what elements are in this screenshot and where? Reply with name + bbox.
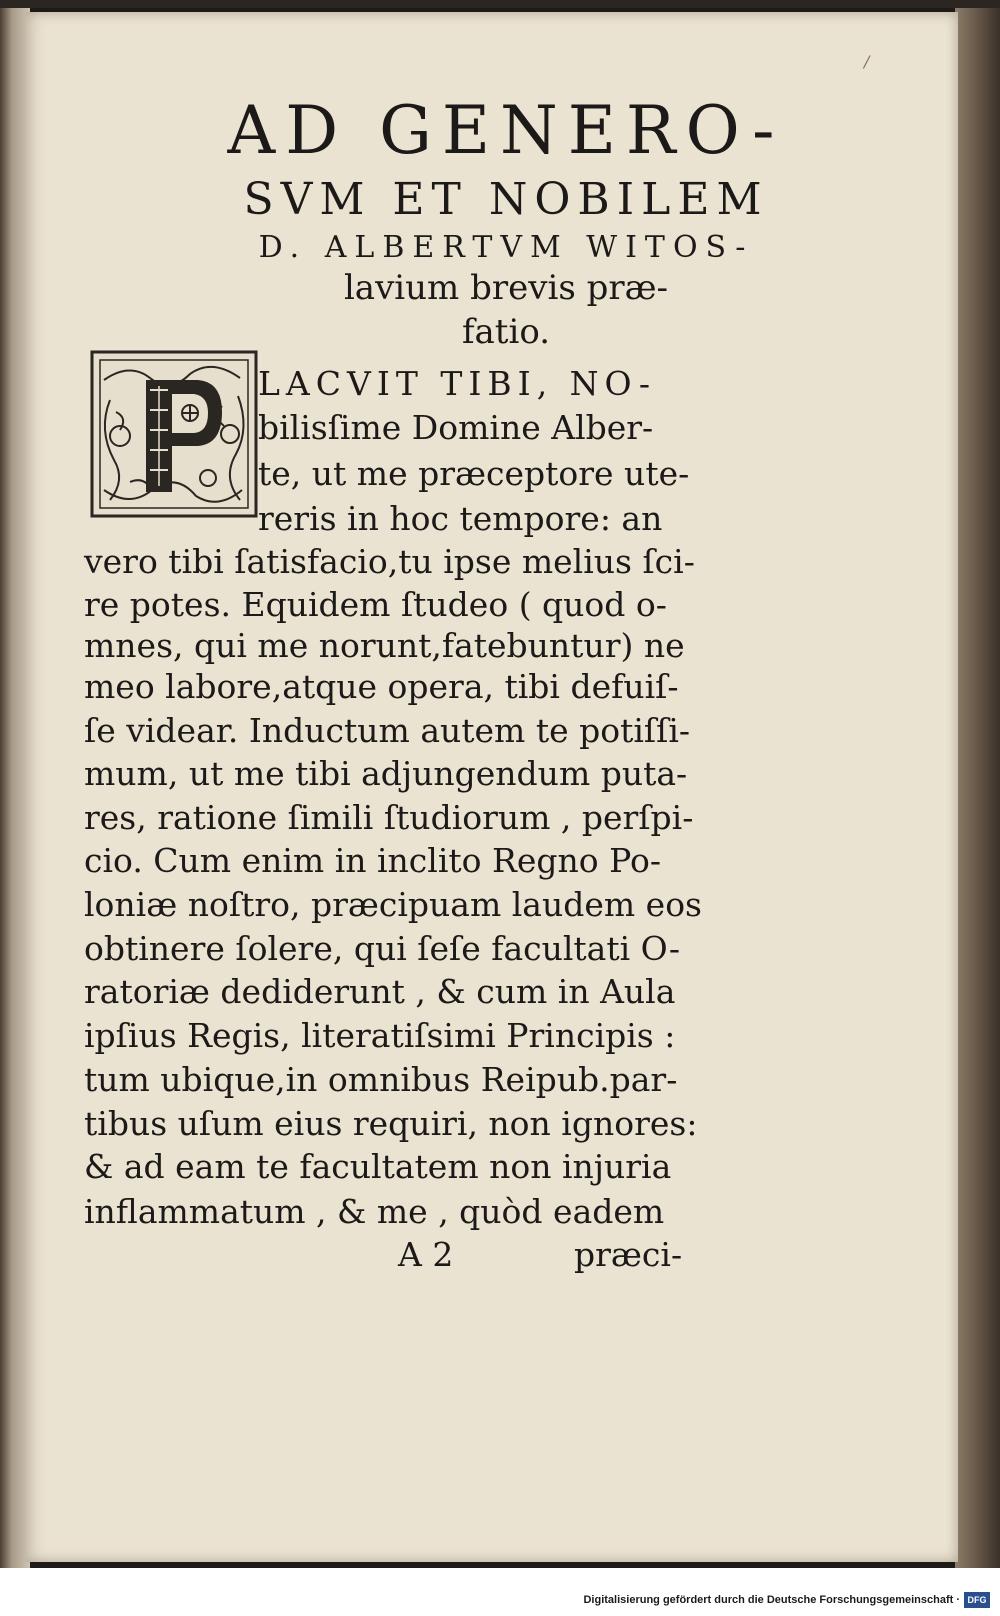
text-line: tum ubique,in omnibus Reipub.par- <box>84 1060 678 1099</box>
book-fore-edge <box>955 8 1000 1568</box>
scan-top-edge <box>0 0 1000 8</box>
text-line: loniæ noſtro, præcipuam laudem eos <box>84 885 702 924</box>
text-line: ratoriæ dediderunt , & cum in Aula <box>84 972 676 1011</box>
text-line: te, ut me præceptore ute- <box>258 454 690 493</box>
text-line: inflammatum , & me , quòd eadem <box>84 1192 665 1231</box>
catchword: præci- <box>574 1235 683 1274</box>
text-line: meo labore,atque opera, tibi defuiſ- <box>84 667 679 706</box>
title-line-5: fatio. <box>461 312 551 352</box>
text-line: obtinere ſolere, qui ſeſe facultati O- <box>84 929 681 968</box>
text-line: bilisſime Domine Alber- <box>258 408 654 447</box>
signature-mark: A 2 <box>398 1235 454 1274</box>
text-line: reris in hoc tempore: an <box>258 499 663 538</box>
text-line: cio. Cum enim in inclito Regno Po- <box>84 841 662 880</box>
digitization-footer <box>0 1568 1000 1616</box>
title-line-2: SVM ET NOBILEM <box>243 174 769 225</box>
text-line: tibus uſum eius requiri, non ignores: <box>84 1104 698 1143</box>
title-line-4: lavium brevis præ- <box>343 268 669 308</box>
book-page <box>26 12 958 1562</box>
ornamental-initial-p-icon <box>90 350 258 518</box>
dfg-logo-icon: DFG <box>964 1592 990 1608</box>
title-line-1: AD GENERO- <box>227 92 785 169</box>
text-line: re potes. Equidem ſtudeo ( quod o- <box>84 585 667 624</box>
title-line-3: D. ALBERTVM WITOS- <box>258 230 754 265</box>
text-line: res, ratione ſimili ſtudiorum , perſpi- <box>84 798 694 837</box>
text-line-first: LACVIT TIBI, NO- <box>258 364 656 403</box>
text-line: ipſius Regis, literatiſsimi Principis : <box>84 1016 676 1055</box>
text-line: mum, ut me tibi adjungendum puta- <box>84 754 688 793</box>
folio-mark: / <box>864 52 870 71</box>
text-line: ſe videar. Inductum autem te potiſſi- <box>84 711 691 750</box>
text-line: vero tibi ſatisfacio,tu ipse melius ſci- <box>84 542 695 581</box>
text-line: & ad eam te facultatem non injuria <box>84 1147 672 1186</box>
text-line: mnes, qui me norunt,fatebuntur) ne <box>84 626 685 665</box>
funding-credit: Digitalisierung gefördert durch die Deutsche Forschungsgemeinschaft · <box>583 1594 960 1606</box>
